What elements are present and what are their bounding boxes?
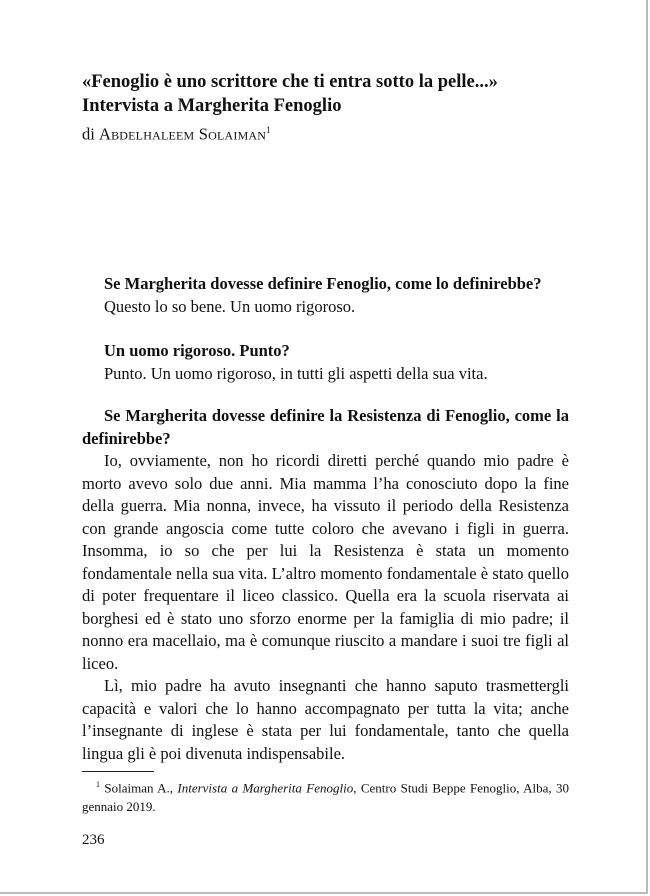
question-3: Se Margherita dovesse definire la Resistenza di Fenoglio, come la definirebbe?	[82, 406, 569, 448]
author-name: Abdelhaleem Solaiman	[98, 124, 267, 144]
article-header	[82, 70, 582, 147]
question-1: Se Margherita dovesse definire Fenoglio, come lo definirebbe?	[104, 274, 542, 293]
page-number: 236	[82, 832, 105, 848]
footnote-divider	[82, 771, 154, 772]
article-title: «Fenoglio è uno scrittore che ti entra sotto la pelle...»	[82, 72, 498, 92]
answer-3-paragraph-2: Lì, mio padre ha avuto insegnanti che hanno saputo trasmettergli capacità e valori che lo hanno accompagnato per tutta la vita; anche l’insegnante di inglese è stata per lui fondamentale, tanto che quella lingua gli è poi divenuta indispensabile.	[82, 676, 569, 763]
interview-body	[82, 273, 569, 765]
footnote	[82, 775, 569, 816]
question-2: Un uomo rigoroso. Punto?	[104, 341, 290, 360]
footnote-text-after: , Centro Studi Beppe Fenoglio, Alba, 30 gennaio 2019.	[82, 780, 570, 815]
byline	[82, 118, 582, 147]
answer-1: Questo lo so bene. Un uomo rigoroso.	[104, 296, 356, 316]
footnote-text-before: Solaiman A.,	[104, 780, 178, 796]
article-subtitle: Intervista a Margherita Fenoglio	[82, 96, 342, 116]
footnote-title: Intervista a Margherita Fenoglio	[177, 780, 354, 796]
answer-2: Punto. Un uomo rigoroso, in tutti gli aspetti della sua vita.	[104, 363, 488, 383]
footnote-ref: 1	[266, 125, 271, 135]
footnote-number: 1	[96, 780, 100, 789]
answer-3-paragraph-1: Io, ovviamente, non ho ricordi diretti perché quando mio padre è morto avevo solo due anni. Mia mamma l’ha conosciuto dopo la fine della guerra. Mia nonna, invece, ha vissuto il periodo della Resistenza con grande angoscia come tutte coloro che avevano i figli in guerra. Insomma, io so che per lui la Resistenza è stata un momento fondamentale nella sua vita. L’altro momento fondamentale è stato quello di poter frequentare il liceo classico. Quella era la scuola riservata ai borghesi ed è stato uno sforzo enorme per la famiglia di mio padre; il nonno era macellaio, ma è comunque riuscito a mandare i suoi tre figli al liceo.	[82, 451, 569, 673]
byline-prefix: di	[82, 124, 99, 144]
